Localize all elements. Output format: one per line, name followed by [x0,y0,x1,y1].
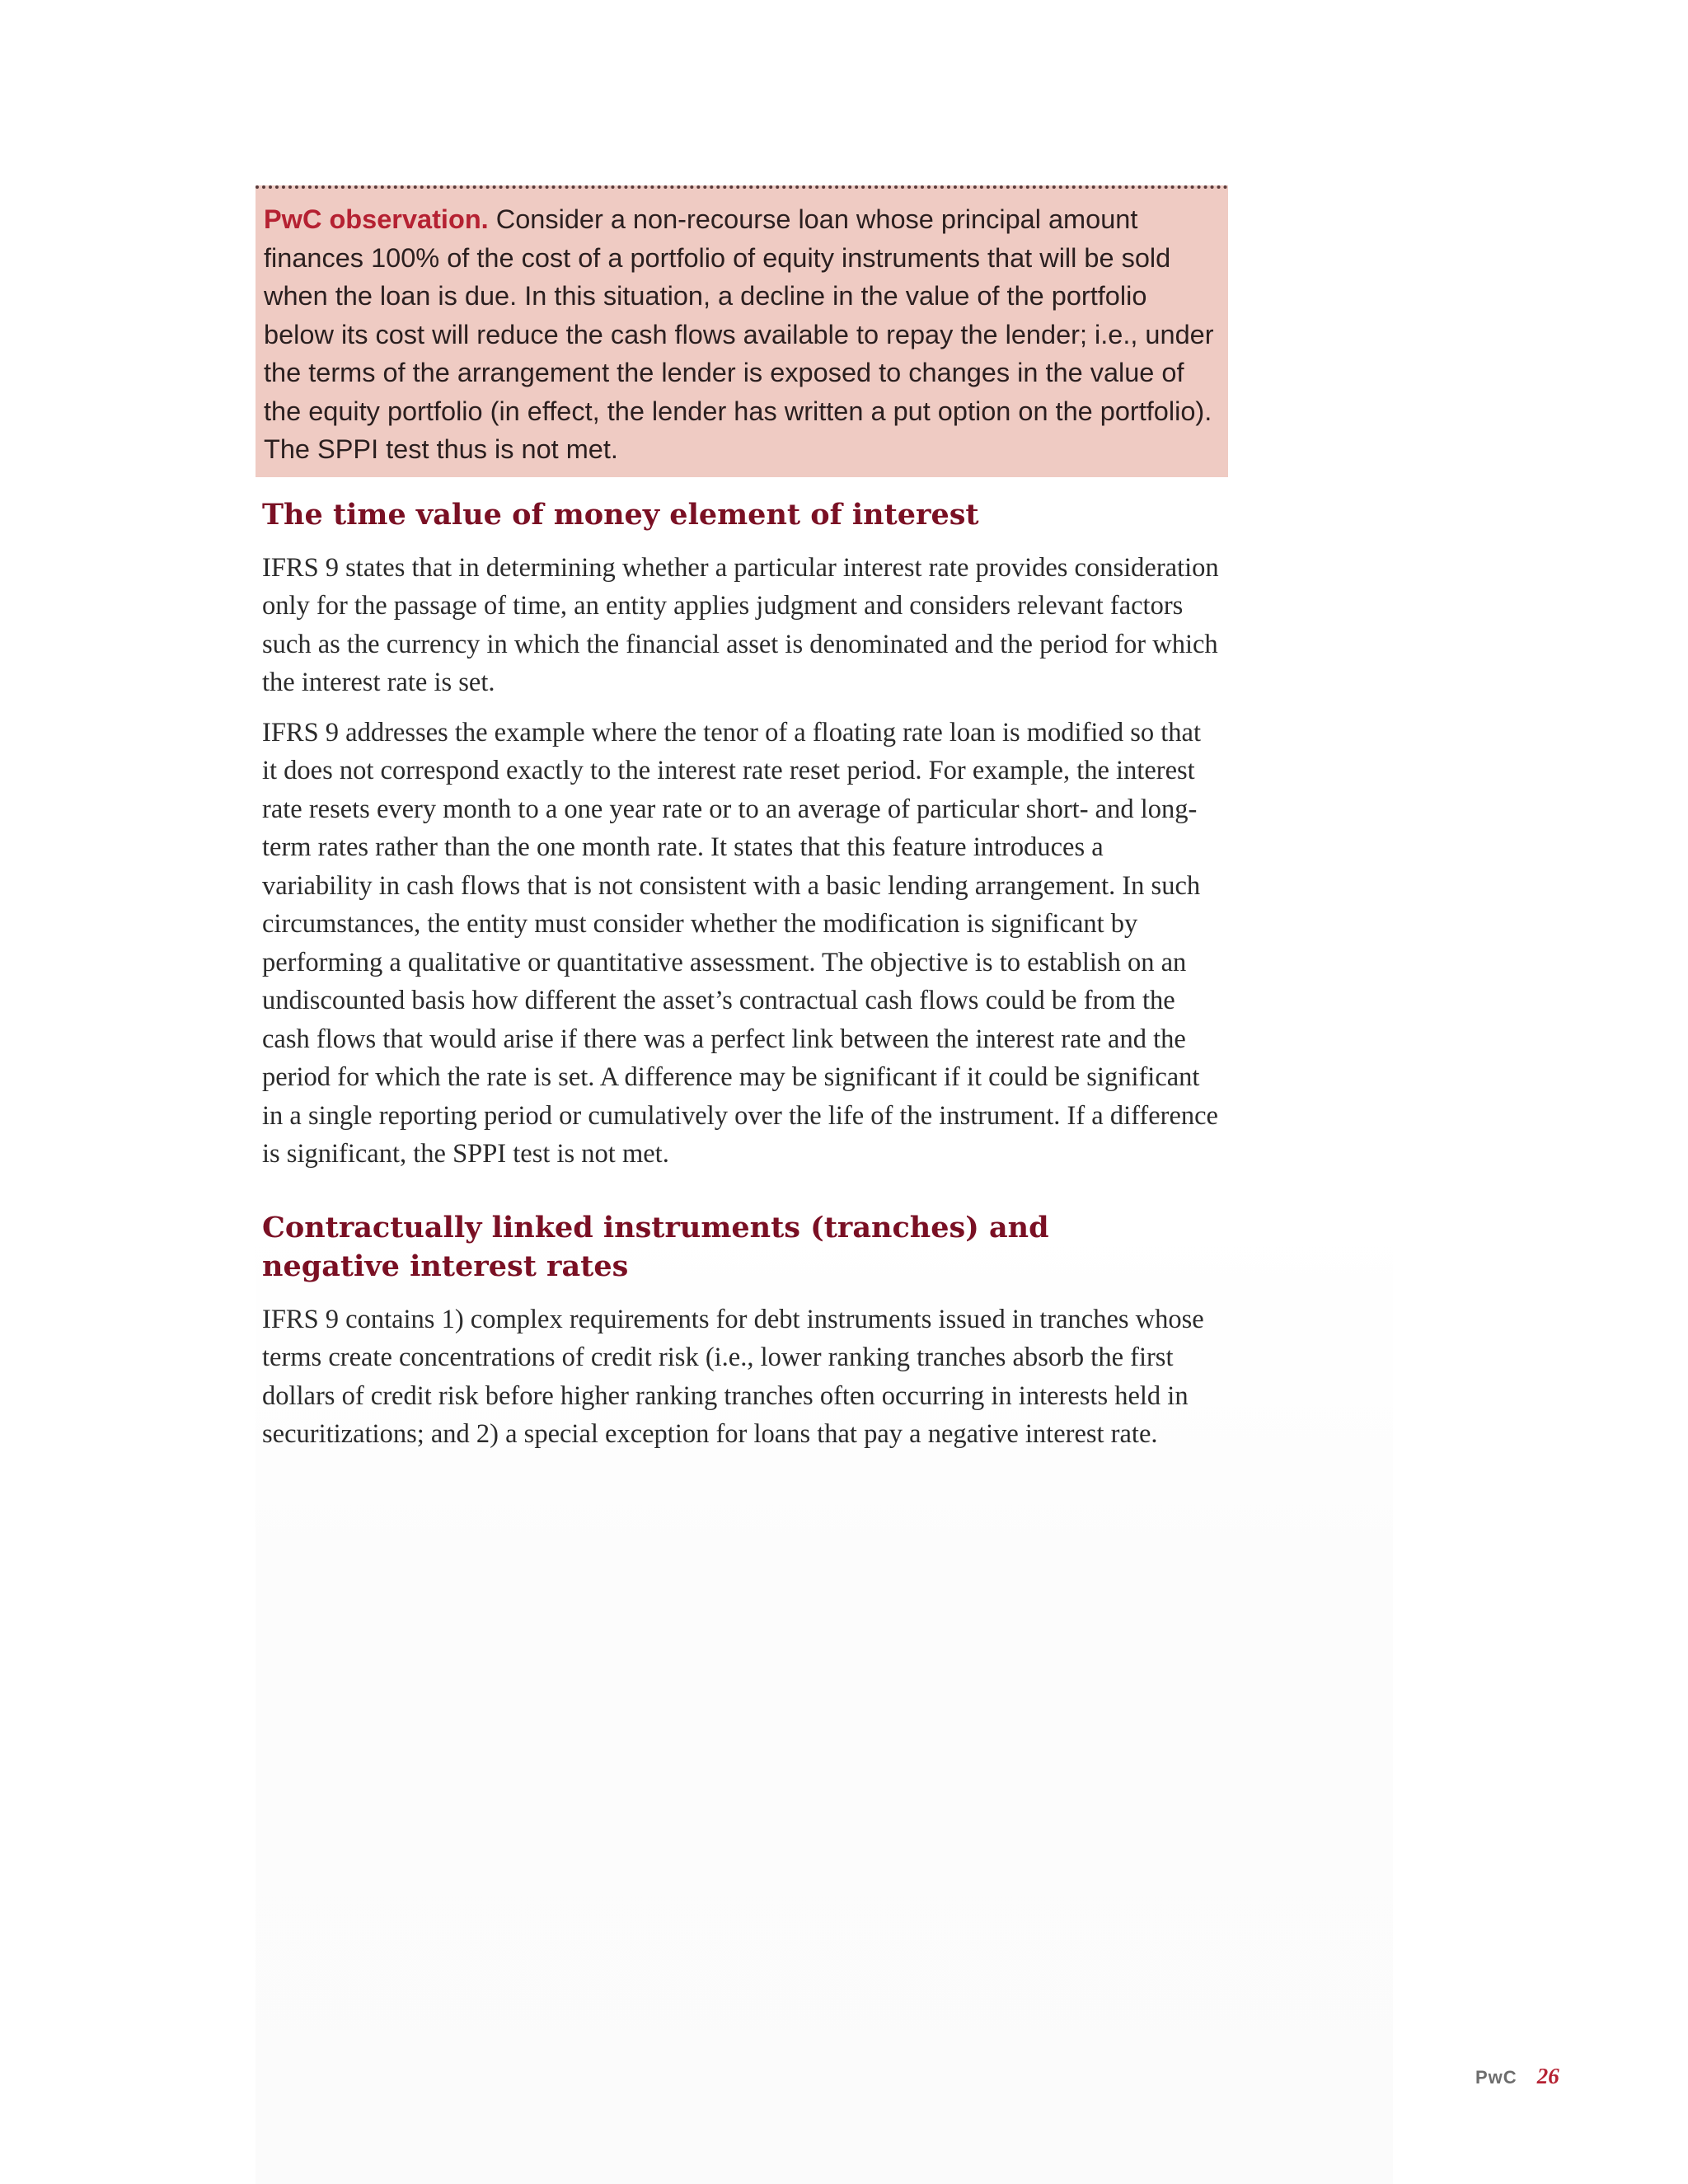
observation-text: Consider a non-recourse loan whose principal amount finances 100% of the cost of a portfolio of equity instruments that will be sold when the loan is due. In this situation, a decline in the value of the portfolio below its cost will reduce the cash flows available to repay the lender; i.e., under the terms of the arrangement the lender is exposed to changes in the value of the equity portfolio (in effect, the lender has written a put option on the portfolio). The SPPI test thus is not met. [264,204,1214,464]
heading-time-value: The time value of money element of interest [262,497,979,532]
time-value-paragraph-2: IFRS 9 addresses the example where the tenor of a floating rate loan is modified so that it does not correspond exactly to the interest rate reset period. For example, the interest rate resets every month to a one year rate or to an average of particular short- and long-term rates rather than the one month rate. It states that this feature introduces a variability in cash flows that is not consistent with a basic lending arrangement. In such circumstances, the entity must consider whether the modification is significant by performing a qualitative or quantitative assessment. The objective is to establish on an undiscounted basis how different the asset’s contractual cash flows could be from the cash flows that would arise if there was a perfect link between the interest rate and the period for which the rate is set. A difference may be significant if it could be significant in a single reporting period or cumulatively over the life of the instrument. If a difference is significant, the SPPI test is not met. [262,717,1218,1169]
tranches-paragraph-1: IFRS 9 contains 1) complex requirements for debt instruments issued in tranches whose terms create concentrations of credit risk (i.e., lower ranking tranches absorb the first dollars of credit risk before higher ranking tranches often occurring in interests held in securitizations; and 2) a special exception for loans that pay a negative interest rate. [262,1304,1204,1449]
page-number: 26 [1536,2064,1559,2088]
page-content [256,185,1228,1465]
heading-tranches: Contractually linked instruments (tranches) and negative interest rates [262,1210,1049,1283]
pwc-observation-box [256,185,1228,477]
footer-brand: PwC [1475,2067,1517,2088]
time-value-paragraph-1: IFRS 9 states that in determining whether a particular interest rate provides consideration only for the passage of time, an entity applies judgment and considers relevant factors such as the currency in which the financial asset is denominated and the period for which the interest rate is set. [262,552,1219,697]
page-footer [1475,2064,1559,2089]
observation-lead: PwC observation. [264,204,489,234]
